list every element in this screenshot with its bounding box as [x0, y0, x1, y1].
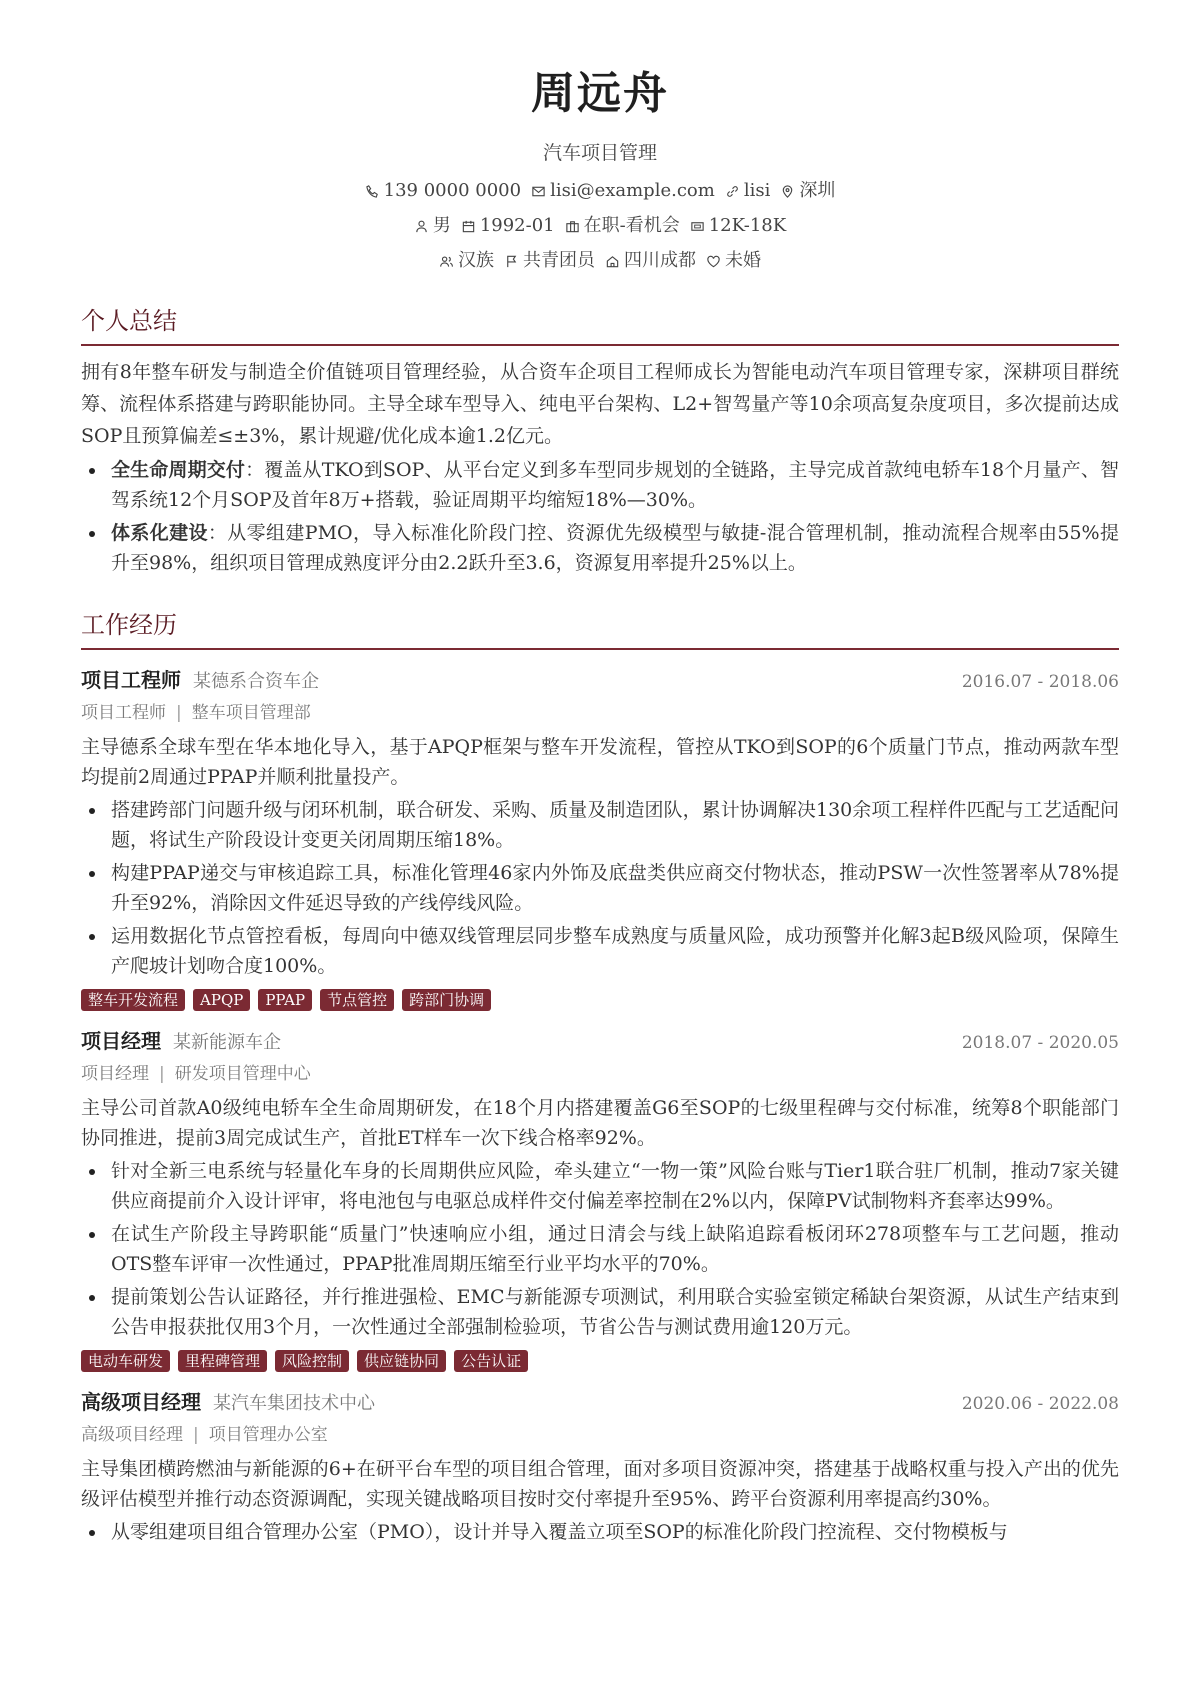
phone-text: 139 0000 0000 — [383, 180, 522, 201]
job-department: 项目管理办公室 — [208, 1425, 328, 1445]
mail-icon — [531, 184, 546, 199]
job-date: 2018.07 - 2020.05 — [961, 1033, 1119, 1053]
bullet-text: ：从零组建PMO，导入标准化阶段门控、资源优先级模型与敏捷-混合管理机制，推动流程合规率由55%提升至98%，组织项目管理成熟度评分由2.2跃升至3.6，资源复用率提升25%以上。 — [111, 522, 1119, 574]
bullet-bold: 体系化建设 — [111, 522, 208, 544]
job-subline — [81, 700, 1119, 726]
skill-tag: 跨部门协调 — [402, 989, 491, 1011]
job-description: 主导公司首款A0级纯电轿车全生命周期研发，在18个月内搭建覆盖G6至SOP的七级里程碑与交付标准，统筹8个职能部门协同推进，提前3周完成试生产，首批ET样车一次下线合格率92%。 — [81, 1097, 1119, 1149]
contact-birth — [461, 213, 555, 239]
contact-email[interactable] — [531, 178, 715, 204]
ethnicity-text: 汉族 — [458, 250, 494, 271]
job-role: 项目工程师 — [81, 668, 181, 692]
job-position: 项目工程师 — [81, 703, 166, 723]
list-item: 从零组建项目组合管理办公室（PMO），设计并导入覆盖立项至SOP的标准化阶段门控流程、交付物模板与 — [111, 1517, 1119, 1547]
gender-text: 男 — [432, 215, 451, 236]
job-header — [81, 1388, 1119, 1418]
link-text: lisi — [743, 180, 771, 201]
list-item: 构建PPAP递交与审核追踪工具，标准化管理46家内外饰及底盘类供应商交付物状态，推动PSW一次性签署率从78%提升至92%，消除因文件延迟导致的产线停线风险。 — [111, 858, 1119, 918]
bullet-bold: 全生命周期交付 — [111, 459, 246, 481]
hometown-text: 四川成都 — [624, 250, 696, 271]
bullet-text: ：覆盖从TKO到SOP、从平台定义到多车型同步规划的全链路，主导完成首款纯电轿车18个月量产、智驾系统12个月SOP及首年8万+搭载，验证周期平均缩短18%—30%。 — [111, 459, 1119, 511]
contact-political — [504, 248, 595, 274]
summary-bullets — [81, 455, 1119, 578]
contact-ethnicity — [439, 248, 494, 274]
job-role: 高级项目经理 — [81, 1390, 201, 1414]
skill-tags — [81, 989, 1119, 1011]
phone-icon — [365, 184, 380, 199]
skill-tag: 节点管控 — [320, 989, 394, 1011]
contact-hometown — [605, 248, 696, 274]
job-entry — [81, 1027, 1119, 1372]
heart-icon — [706, 254, 721, 269]
job-date: 2016.07 - 2018.06 — [961, 672, 1119, 692]
job-bullets — [81, 1156, 1119, 1342]
skill-tag: 电动车研发 — [81, 1350, 170, 1372]
location-text: 深圳 — [799, 180, 836, 201]
job-department: 研发项目管理中心 — [174, 1064, 311, 1084]
list-item: 运用数据化节点管控看板，每周向中德双线管理层同步整车成熟度与质量风险，成功预警并化解3起B级风险项，保障生产爬坡计划吻合度100%。 — [111, 921, 1119, 981]
location-icon — [780, 184, 795, 199]
user-icon — [414, 219, 429, 234]
job-header — [81, 1027, 1119, 1057]
list-item: 针对全新三电系统与轻量化车身的长周期供应风险，牵头建立“一物一策”风险台账与Tier1联合驻厂机制，推动7家关键供应商提前介入设计评审，将电池包与电驱总成样件交付偏差率控制在2%以内，保障PV试制物料齐套率达99%。 — [111, 1156, 1119, 1216]
contact-link[interactable] — [725, 178, 771, 204]
contact-location — [780, 178, 835, 204]
job-company: 某德系合资车企 — [193, 671, 319, 692]
skill-tag: PPAP — [258, 989, 312, 1011]
calendar-icon — [461, 219, 476, 234]
skill-tag: 里程碑管理 — [178, 1350, 267, 1372]
birth-text: 1992-01 — [479, 215, 555, 236]
contact-row-2 — [81, 213, 1119, 239]
job-bullets — [81, 1517, 1119, 1547]
skill-tag: 风险控制 — [275, 1350, 349, 1372]
job-entry — [81, 666, 1119, 1011]
summary-paragraph: 拥有8年整车研发与制造全价值链项目管理经验，从合资车企项目工程师成长为智能电动汽车项目管理专家，深耕项目群统筹、流程体系搭建与跨职能协同。主导全球车型导入、纯电平台架构、L2+智驾量产等10余项高复杂度项目，多次提前达成SOP且预算偏差≤±3%，累计规避/优化成本逾1.2亿元。 — [81, 361, 1119, 447]
job-header — [81, 666, 1119, 696]
separator: | — [159, 1064, 165, 1084]
marital-text: 未婚 — [725, 250, 761, 271]
separator: | — [176, 703, 182, 723]
job-bullets — [81, 795, 1119, 981]
job-company: 某汽车集团技术中心 — [213, 1393, 375, 1414]
contact-row-3 — [81, 248, 1119, 274]
skill-tag: 公告认证 — [454, 1350, 528, 1372]
skill-tag: 供应链协同 — [357, 1350, 446, 1372]
skill-tag: 整车开发流程 — [81, 989, 185, 1011]
group-icon — [439, 254, 454, 269]
list-item: 搭建跨部门问题升级与闭环机制，联合研发、采购、质量及制造团队，累计协调解决130余项工程样件匹配与工艺适配问题，将试生产阶段设计变更关闭周期压缩18%。 — [111, 795, 1119, 855]
job-subline — [81, 1061, 1119, 1087]
skill-tag: APQP — [193, 989, 250, 1011]
contact-row-1 — [81, 178, 1119, 204]
email-text: lisi@example.com — [550, 180, 715, 201]
separator: | — [193, 1425, 199, 1445]
contact-gender — [414, 213, 451, 239]
job-date: 2020.06 - 2022.08 — [961, 1394, 1119, 1414]
money-icon — [690, 219, 705, 234]
job-position: 高级项目经理 — [81, 1425, 183, 1445]
political-text: 共青团员 — [523, 250, 595, 271]
job-company: 某新能源车企 — [173, 1032, 281, 1053]
job-entry — [81, 1388, 1119, 1547]
job-description: 主导集团横跨燃油与新能源的6+在研平台车型的项目组合管理，面对多项目资源冲突，搭建基于战略权重与投入产出的优先级评估模型并推行动态资源调配，实现关键战略项目按时交付率提升至95%、跨平台资源利用率提高约30%。 — [81, 1458, 1119, 1510]
list-item — [111, 455, 1119, 515]
contact-marital — [706, 248, 761, 274]
status-text: 在职-看机会 — [583, 215, 680, 236]
link-icon — [725, 184, 740, 199]
skill-tags — [81, 1350, 1119, 1372]
job-subline — [81, 1422, 1119, 1448]
contact-salary — [690, 213, 786, 239]
salary-text: 12K-18K — [708, 215, 787, 236]
contact-phone — [365, 178, 521, 204]
job-department: 整车项目管理部 — [191, 703, 311, 723]
job-position: 项目经理 — [81, 1064, 149, 1084]
section-heading-summary: 个人总结 — [81, 304, 1119, 346]
list-item: 提前策划公告认证路径，并行推进强检、EMC与新能源专项测试，利用联合实验室锁定稀缺台架资源，从试生产结束到公告申报获批仅用3个月，一次性通过全部强制检验项，节省公告与测试费用逾120万元。 — [111, 1282, 1119, 1342]
contact-status — [565, 213, 680, 239]
section-heading-experience: 工作经历 — [81, 608, 1119, 650]
list-item: 在试生产阶段主导跨职能“质量门”快速响应小组，通过日清会与线上缺陷追踪看板闭环278项整车与工艺问题，推动OTS整车评审一次性通过，PPAP批准周期压缩至行业平均水平的70%。 — [111, 1219, 1119, 1279]
briefcase-icon — [565, 219, 580, 234]
flag-icon — [504, 254, 519, 269]
job-role: 项目经理 — [81, 1029, 161, 1053]
job-description: 主导德系全球车型在华本地化导入，基于APQP框架与整车开发流程，管控从TKO到SOP的6个质量门节点，推动两款车型均提前2周通过PPAP并顺利批量投产。 — [81, 736, 1119, 788]
candidate-name: 周远舟 — [531, 68, 669, 119]
home-icon — [605, 254, 620, 269]
list-item — [111, 518, 1119, 578]
job-title: 汽车项目管理 — [542, 142, 657, 164]
